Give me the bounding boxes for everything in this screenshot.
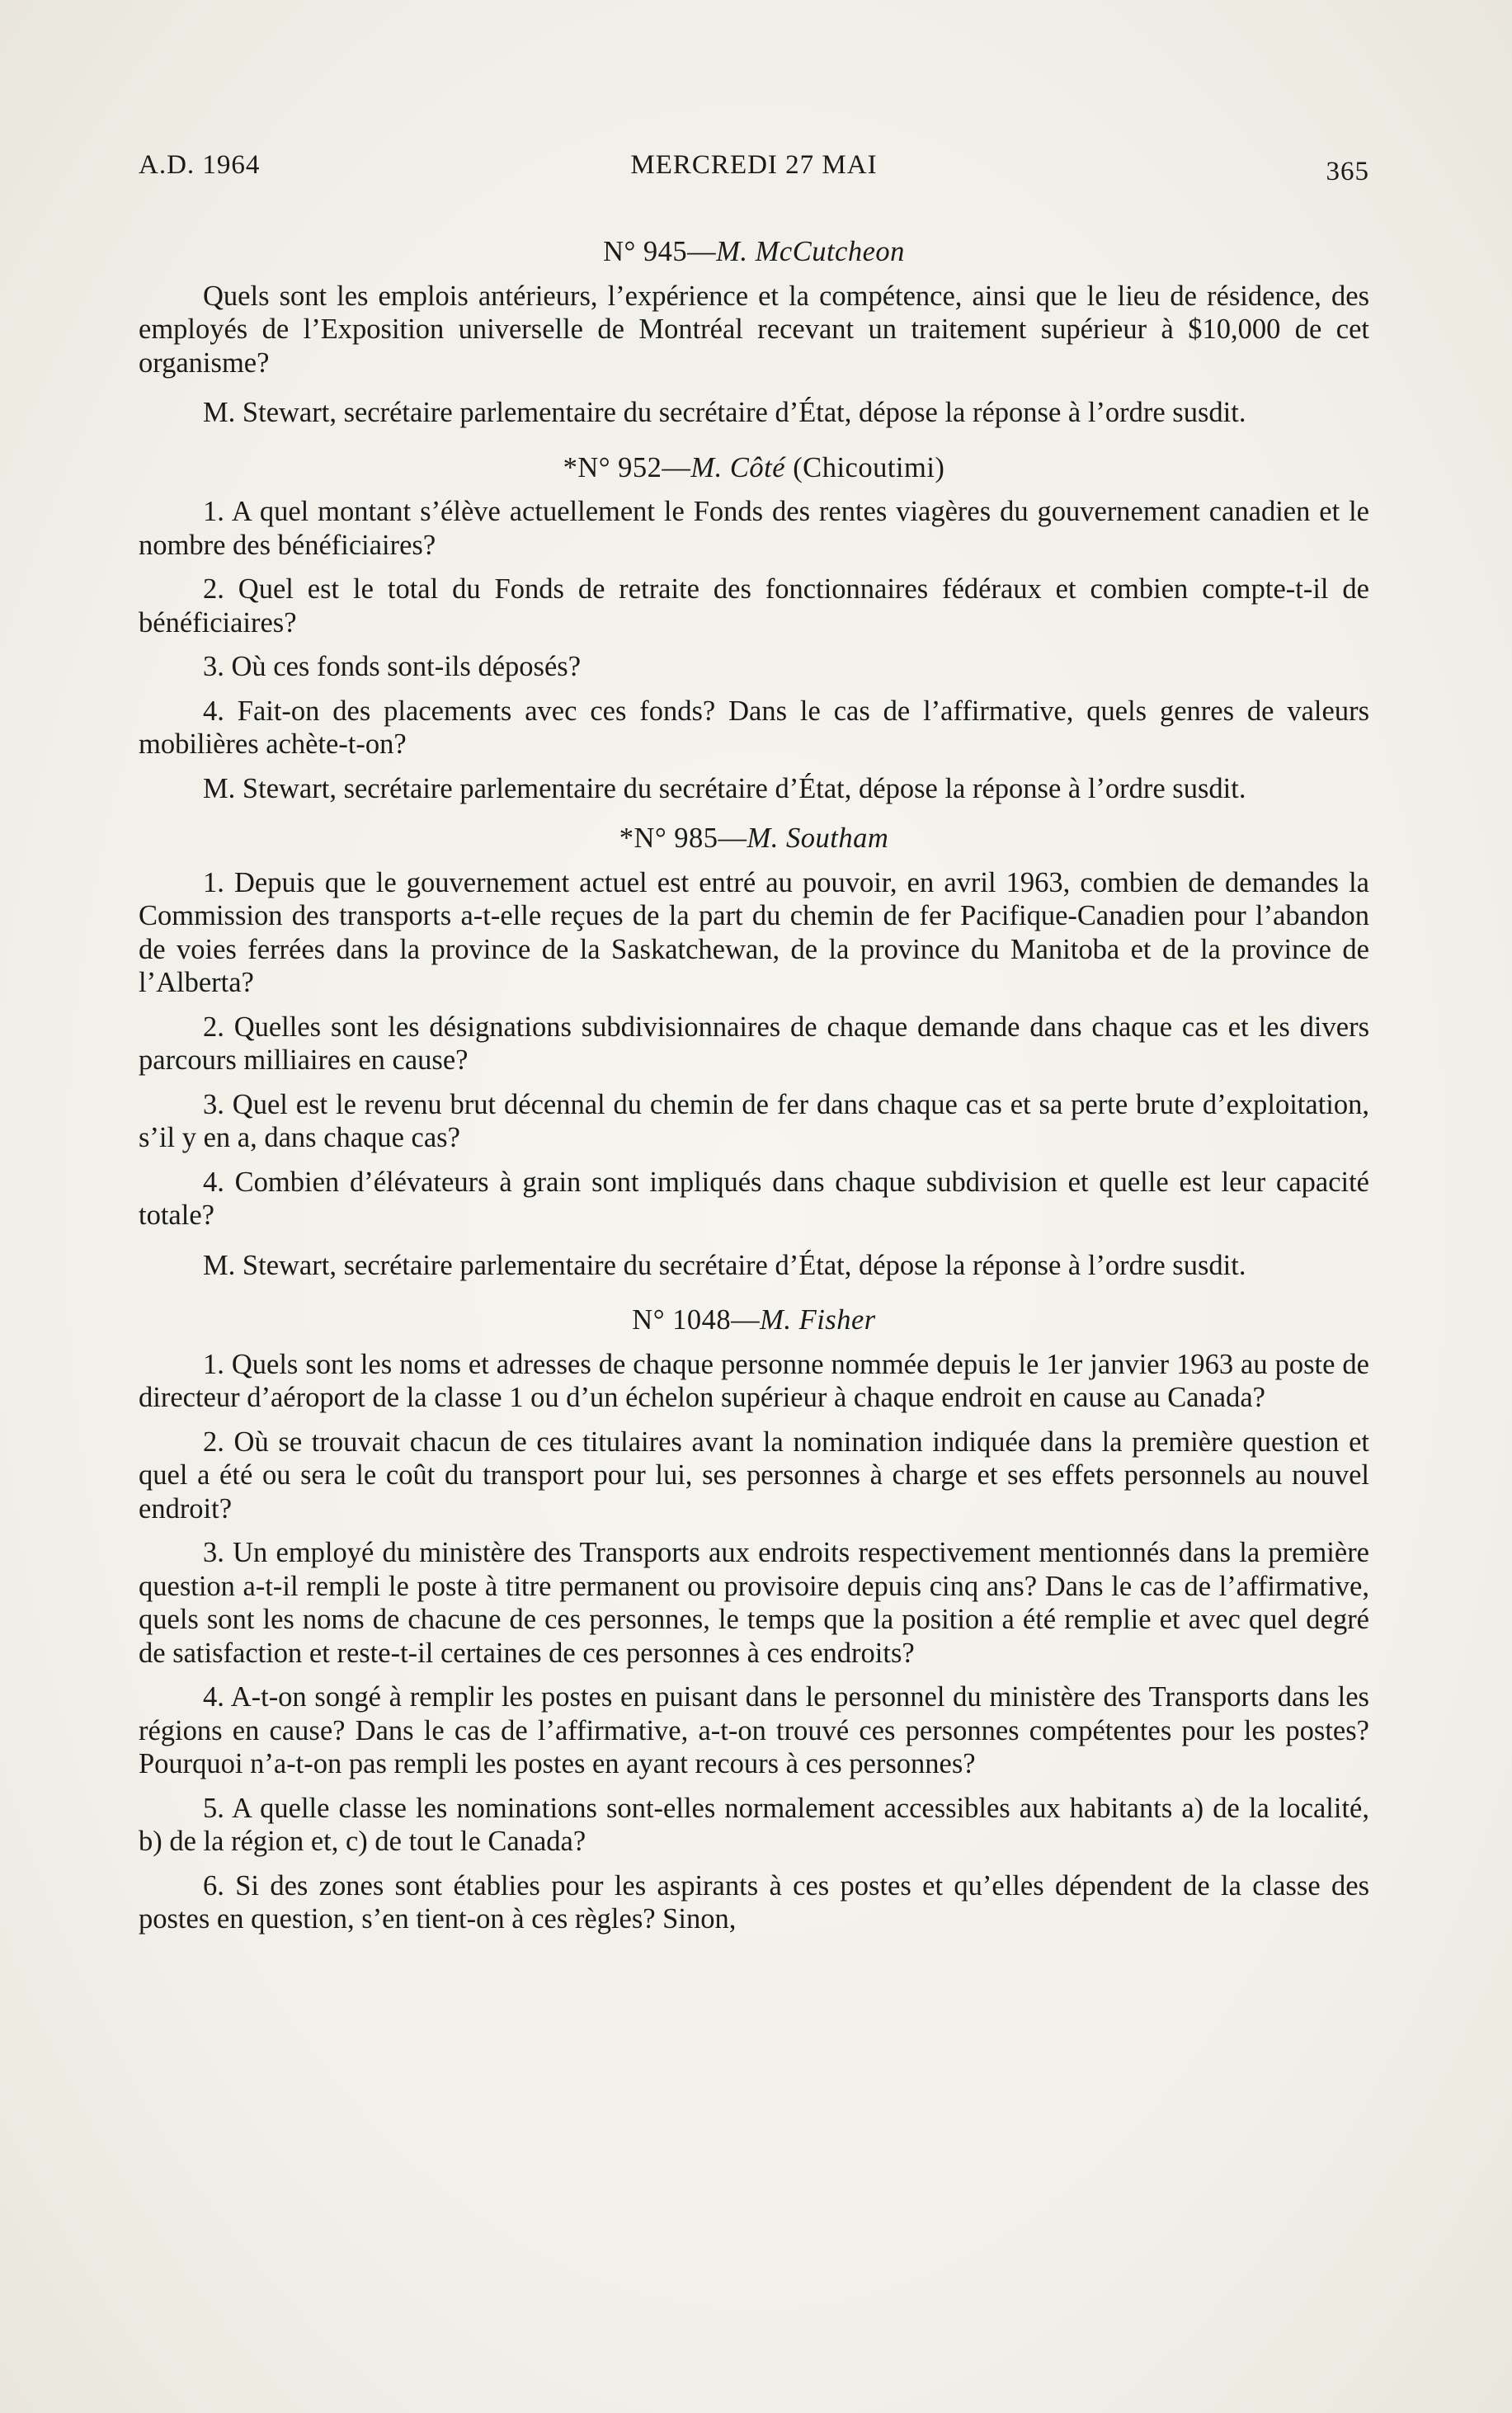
question-item: 4. Fait-on des placements avec ces fonds? Dans le cas de l’affirmative, quels genres de valeurs mobilières achète-t-on? (139, 695, 1369, 760)
question-item: 4. Combien d’élévateurs à grain sont impliqués dans chaque subdivision et quelle est leur capacité totale? (139, 1166, 1369, 1231)
question-number: N° 945— (603, 236, 717, 267)
question-item: 3. Quel est le revenu brut décennal du chemin de fer dans chaque cas et sa perte brute d’exploitation, s’il y en a, dans chaque cas? (139, 1088, 1369, 1153)
question-member: M. Côté (690, 451, 786, 483)
question-item: 2. Quelles sont les désignations subdivisionnaires de chaque demande dans chaque cas et les divers parcours milliaires en cause? (139, 1011, 1369, 1076)
question-item: 1. Quels sont les noms et adresses de chaque personne nommée depuis le 1er janvier 1963 au poste de directeur d’aéroport de la classe 1 ou d’un échelon supérieur à chaque endroit en cause au Canada? (139, 1348, 1369, 1413)
question-number: *N° 985— (619, 822, 747, 854)
question-number: *N° 952— (563, 451, 691, 483)
question-text: Quels sont les emplois antérieurs, l’expérience et la compétence, ainsi que le lieu de résidence, des employés de l’Exposition universelle de Montréal recevant un traitement supérieur à $10,000 de cet organisme? (139, 280, 1369, 379)
question-item: 5. A quelle classe les nominations sont-elles normalement accessibles aux habitants a) de la localité, b) de la région et, c) de tout le Canada? (139, 1792, 1369, 1857)
question-member: M. Fisher (760, 1304, 876, 1336)
page-number: 365 (1326, 157, 1369, 186)
question-952 (139, 451, 1369, 806)
question-945 (139, 235, 1369, 430)
answer-text: M. Stewart, secrétaire parlementaire du secrétaire d’État, dépose la réponse à l’ordre susdit. (203, 1249, 1246, 1281)
question-item: 1. Depuis que le gouvernement actuel est entré au pouvoir, en avril 1963, combien de demandes la Commission des transports a-t-elle reçues de la part du chemin de fer Pacifique-Canadien pour l’abandon de voies ferrées dans la province de la Saskatchewan, de la province du Manitoba et de la province de l’Alberta? (139, 866, 1369, 998)
question-heading (139, 1303, 1369, 1337)
running-header (139, 150, 1369, 191)
question-item: 4. A-t-on songé à remplir les postes en puisant dans le personnel du ministère des Transports dans les régions en cause? Dans le cas de l’affirmative, a-t-on trouvé ces personnes compétentes pour les postes? Pourquoi n’a-t-on pas rempli les postes en ayant recours à ces personnes? (139, 1681, 1369, 1779)
question-1048 (139, 1303, 1369, 1936)
question-item: 2. Quel est le total du Fonds de retraite des fonctionnaires fédéraux et combien compte-t-il de bénéficiaires? (139, 573, 1369, 639)
header-year: A.D. 1964 (139, 150, 261, 180)
question-member: M. McCutcheon (716, 236, 905, 267)
question-item: 3. Où ces fonds sont-ils déposés? (203, 651, 582, 682)
question-item: 1. A quel montant s’élève actuellement le Fonds des rentes viagères du gouvernement canadien et le nombre des bénéficiaires? (139, 496, 1369, 561)
question-riding: (Chicoutimi) (785, 451, 945, 483)
question-heading (139, 822, 1369, 855)
answer-text: M. Stewart, secrétaire parlementaire du secrétaire d’État, dépose la réponse à l’ordre susdit. (203, 772, 1246, 804)
header-date: MERCREDI 27 MAI (630, 150, 878, 180)
question-item: 3. Un employé du ministère des Transports aux endroits respectivement mentionnés dans la première question a-t-il rempli le poste à titre permanent ou provisoire depuis cinq ans? Dans le cas de l’affirmative, quels sont les noms de chacune de ces personnes, le temps que la position a été remplie et avec quel degré de satisfaction et reste-t-il certaines de ces personnes à ces endroits? (139, 1537, 1369, 1669)
question-heading (139, 235, 1369, 269)
question-item: 6. Si des zones sont établies pour les aspirants à ces postes et qu’elles dépendent de la classe des postes en question, s’en tient-on à ces règles? Sinon, (139, 1869, 1369, 1935)
question-member: M. Southam (747, 822, 889, 854)
page-body (139, 235, 1369, 1936)
question-985 (139, 822, 1369, 1282)
question-heading (139, 451, 1369, 485)
question-number: N° 1048— (632, 1304, 761, 1336)
answer-text: M. Stewart, secrétaire parlementaire du secrétaire d’État, dépose la réponse à l’ordre susdit. (203, 397, 1246, 428)
question-item: 2. Où se trouvait chacun de ces titulaires avant la nomination indiquée dans la première question et quel a été ou sera le coût du transport pour lui, ses personnes à charge et ses effets personnels au nouvel endroit? (139, 1426, 1369, 1525)
